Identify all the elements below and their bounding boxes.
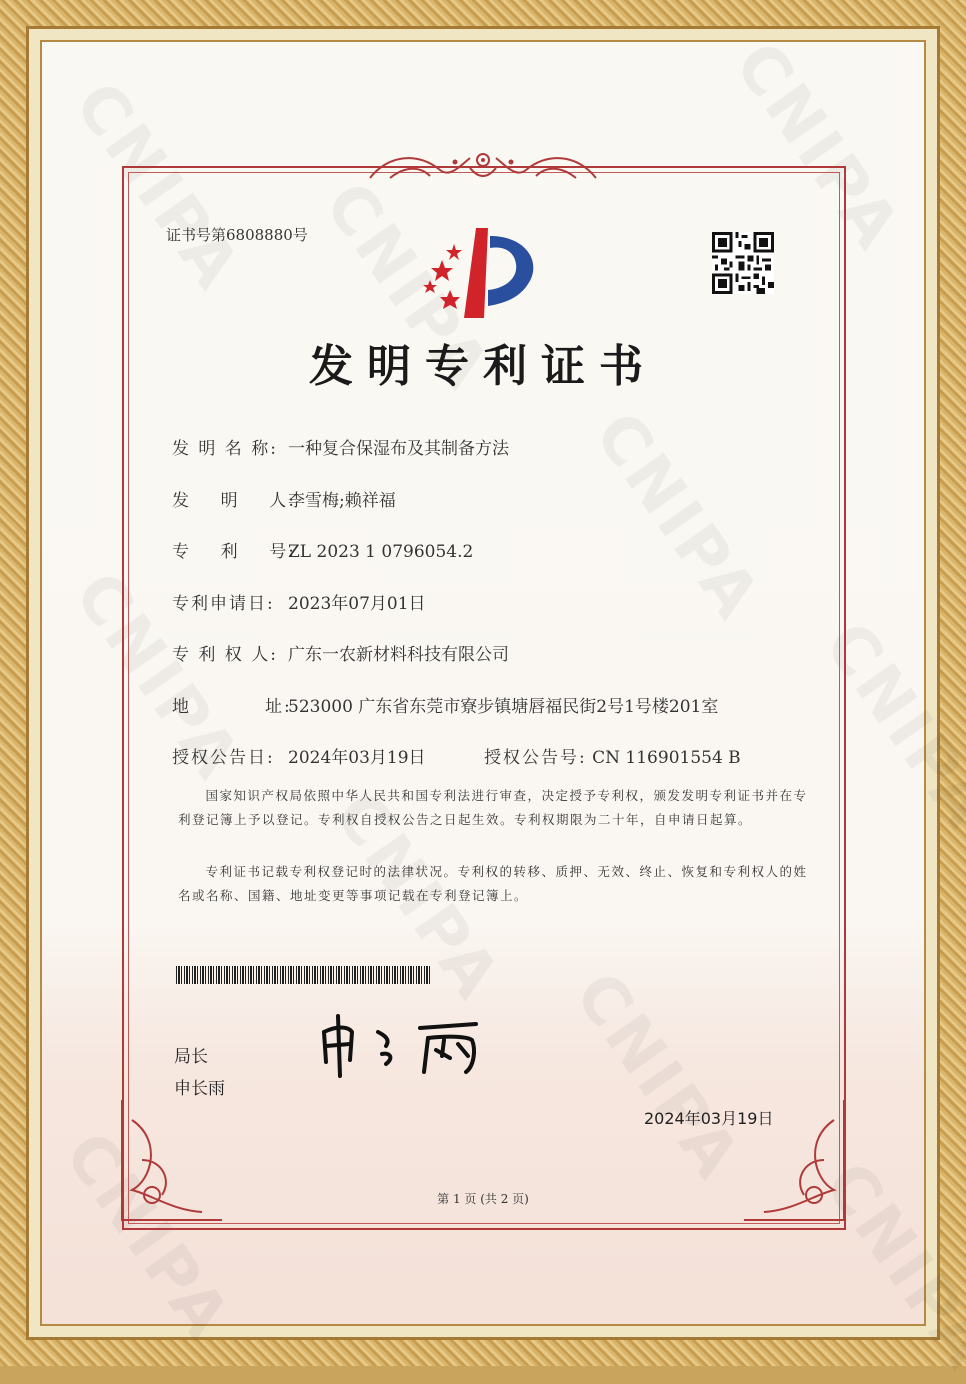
page-indicator: 第 1 页 (共 2 页) bbox=[437, 1192, 529, 1206]
director-name: 申长雨 bbox=[174, 1079, 225, 1099]
field-value: 523000 广东省东莞市寮步镇塘唇福民街2号1号楼201室 bbox=[288, 697, 719, 717]
paragraph-legal-status: 专利证书记载专利权登记时的法律状况。专利权的转移、质押、无效、终止、恢复和专利权人的姓名或名称、国籍、地址变更等事项记载在专利登记簿上。 bbox=[178, 864, 808, 903]
qr-code-icon bbox=[712, 232, 774, 294]
issue-date: 2024年03月19日 bbox=[644, 1109, 774, 1128]
certificate-number: 证书号第6808880号 bbox=[166, 226, 308, 244]
field-label: 地 址: bbox=[172, 697, 292, 717]
field-value: 一种复合保湿布及其制备方法 bbox=[288, 439, 509, 459]
field-value: ZL 2023 1 0796054.2 bbox=[288, 542, 474, 562]
field-value: 2023年07月01日 bbox=[288, 594, 426, 614]
director-signature bbox=[316, 1010, 496, 1080]
field-address bbox=[172, 692, 718, 717]
field-patentee bbox=[172, 640, 509, 665]
field-patent-number bbox=[172, 537, 473, 562]
field-announcement-number bbox=[484, 743, 741, 768]
field-label: 发 明 人: bbox=[172, 491, 296, 511]
corner-ornament-icon bbox=[112, 1100, 222, 1230]
field-application-date bbox=[172, 589, 426, 614]
field-label: 授权公告日: bbox=[172, 748, 275, 768]
field-announcement-date bbox=[172, 743, 426, 768]
field-label: 专 利 号: bbox=[172, 542, 296, 562]
field-invention-name bbox=[172, 434, 509, 459]
field-value: 2024年03月19日 bbox=[288, 748, 426, 768]
barcode-icon bbox=[176, 966, 432, 984]
field-value: 李雪梅;赖祥福 bbox=[288, 491, 396, 511]
cnipa-logo-icon bbox=[418, 224, 552, 324]
paragraph-grant: 国家知识产权局依照中华人民共和国专利法进行审查，决定授予专利权，颁发发明专利证书并在专利登记簿上予以登记。专利权自授权公告之日起生效。专利权期限为二十年，自申请日起算。 bbox=[178, 788, 808, 827]
top-ornament-icon bbox=[360, 148, 606, 188]
certificate-title: 发明专利证书 bbox=[309, 341, 657, 392]
field-value: CN 116901554 B bbox=[592, 748, 741, 768]
field-label: 专 利 权 人: bbox=[172, 645, 278, 665]
field-value: 广东一农新材料科技有限公司 bbox=[288, 645, 509, 665]
field-label: 专利申请日: bbox=[172, 594, 275, 614]
field-inventor bbox=[172, 486, 396, 511]
field-label: 发 明 名 称: bbox=[172, 439, 278, 459]
director-title: 局长 bbox=[174, 1047, 208, 1067]
field-label: 授权公告号: bbox=[484, 748, 587, 768]
